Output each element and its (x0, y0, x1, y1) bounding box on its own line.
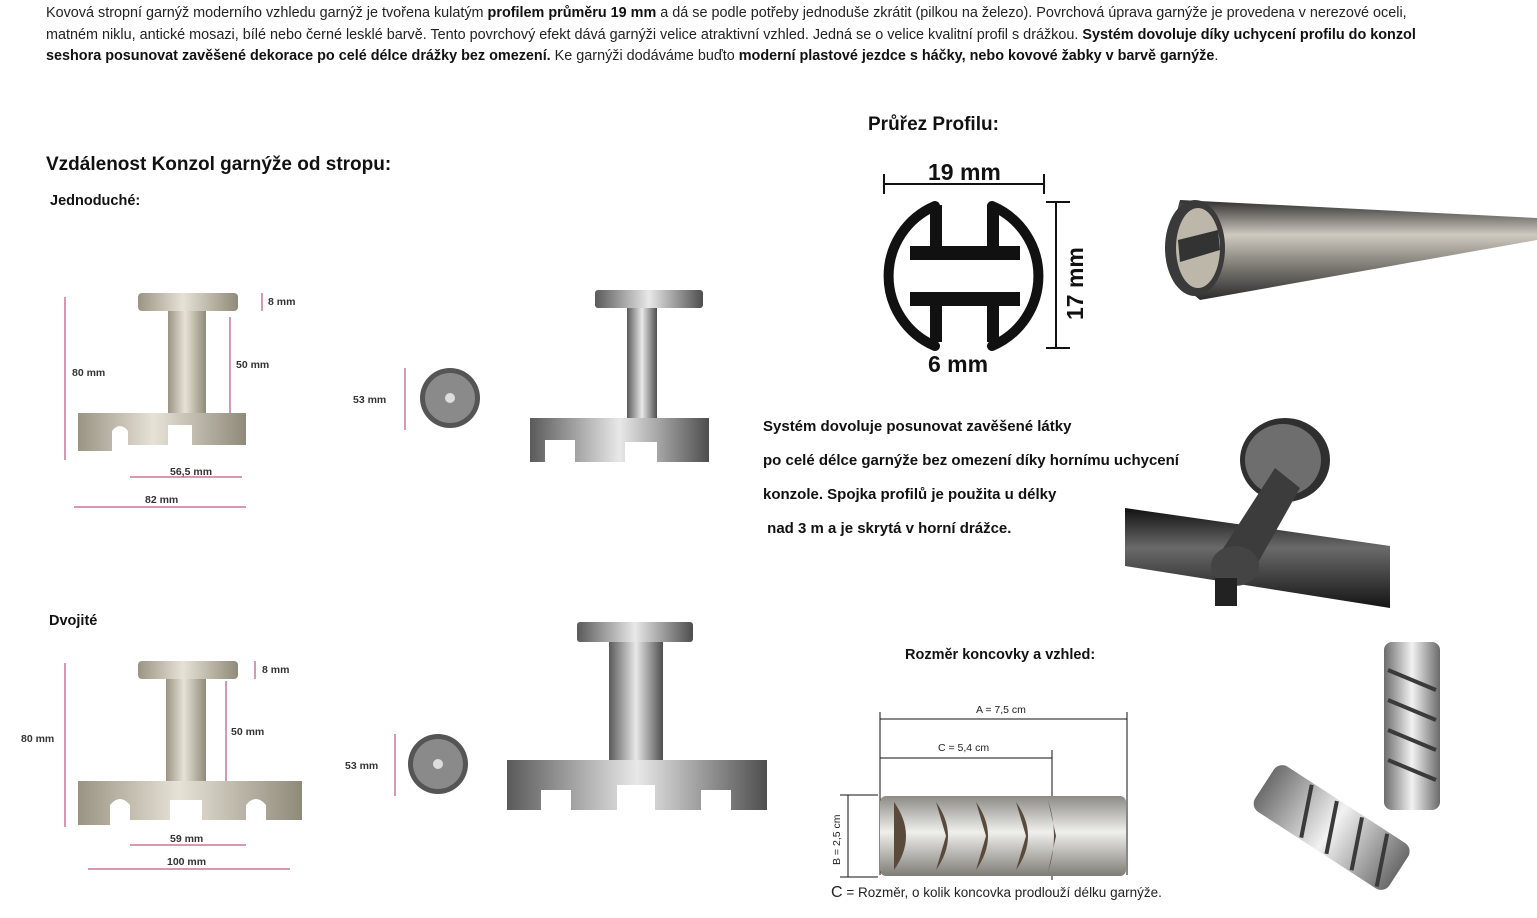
endcap-note (831, 884, 1162, 902)
double-inner-label: 59 mm (170, 833, 204, 845)
double-height-label: 80 mm (21, 733, 55, 745)
double-bracket-diagram (20, 655, 320, 885)
intro-bold-2: Systém dovoluje díky uchycení profilu do konzol seshora posunovat zavěšené dekorace po celé délce drážky bez omezení. (46, 26, 1416, 64)
profile-title: Průřez Profilu: (868, 114, 999, 135)
system-line-1: Systém dovoluje posunovat zavěšené látky (763, 418, 1072, 435)
profile-cross-section (870, 150, 1090, 380)
rail-photo (1160, 190, 1537, 310)
intro-text-1: Kovová stropní garnýž moderního vzhledu garnýž je tvořena kulatým (46, 5, 488, 21)
intro-text-4: . (1214, 48, 1219, 64)
bracket-on-rail-photo (1125, 418, 1395, 613)
intro-text-3: Ke garnýži dodáváme buďto (550, 48, 739, 64)
single-height-label: 80 mm (72, 367, 106, 379)
double-disc-image (343, 730, 483, 810)
intro-bold-3: moderní plastové jezdce s háčky, nebo kovové žabky v barvě garnýže (738, 48, 1215, 64)
profile-gap-label: 6 mm (928, 351, 989, 377)
endcap-note-text: = Rozměr, o kolik koncovka prodlouží délku garnýže. (842, 885, 1162, 900)
endcap-note-letter: C (831, 884, 843, 901)
profile-width-label: 19 mm (928, 159, 1001, 185)
intro-bold-1: profilem průměru 19 mm (487, 5, 657, 21)
single-disc-image (350, 360, 490, 450)
single-bracket-diagram (50, 285, 310, 525)
double-disc-label: 53 mm (345, 760, 379, 772)
section-title: Vzdálenost Konzol garnýže od stropu: (46, 154, 392, 175)
system-line-3: konzole. Spojka profilů je použita u délky (763, 486, 1057, 503)
endcap-c-label: C = 5,4 cm (938, 742, 990, 754)
profile-height-label: 17 mm (1062, 247, 1088, 320)
double-stem-label: 50 mm (231, 726, 265, 738)
system-line-2: po celé délce garnýže bez omezení díky hornímu uchycení (763, 452, 1179, 469)
single-bracket-photo (525, 290, 715, 470)
single-disc-label: 53 mm (353, 394, 387, 406)
endcap-photo (1240, 640, 1450, 890)
double-label: Dvojité (49, 613, 98, 629)
endcap-a-label: A = 7,5 cm (976, 704, 1026, 716)
double-top-label: 8 mm (262, 664, 290, 676)
single-stem-label: 50 mm (236, 359, 270, 371)
endcap-b-label: B = 2,5 cm (831, 814, 843, 865)
double-bracket-photo (505, 620, 770, 815)
single-inner-label: 56,5 mm (170, 466, 213, 478)
single-width-label: 82 mm (145, 494, 179, 506)
single-label: Jednoduché: (50, 193, 141, 209)
intro-text-2: a dá se podle potřeby jednoduše zkrátit (pilkou na železo). Povrchová úprava garnýže je provedena v nerezové oceli, matném niklu, antické mosazi, bílé nebo černé lesklé barvě. Tento povrchový efekt dává garnýži velice atraktivní vzhled. Jedná se o velice kvalitní profil s drážkou. (46, 5, 1407, 43)
endcap-diagram (828, 700, 1138, 885)
system-text (763, 410, 1179, 546)
double-width-label: 100 mm (167, 856, 207, 868)
single-top-label: 8 mm (268, 296, 296, 308)
system-line-4: nad 3 m a je skrytá v horní drážce. (763, 520, 1012, 537)
endcap-title: Rozměr koncovky a vzhled: (905, 647, 1096, 663)
intro-paragraph (46, 3, 1446, 68)
